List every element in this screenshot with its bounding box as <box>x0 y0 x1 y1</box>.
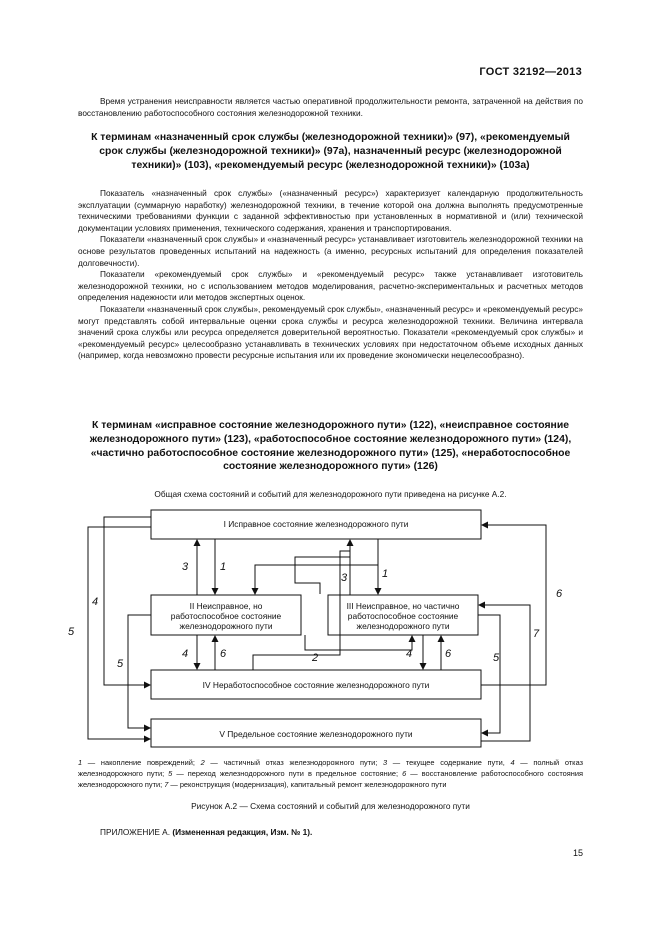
paragraph-repair-time: Время устранения неисправности является частью оперативной продолжительности ремонта, затраченной на действия по восстановлению работоспособного состояния железнодорожной техники. <box>78 96 583 118</box>
event-label: 4 <box>406 648 413 660</box>
state-label-2-line2: работоспособное состояние <box>170 611 282 621</box>
arrow-2-II-to-III <box>305 635 412 650</box>
state-label-3-line3: железнодорожного пути <box>356 621 450 631</box>
state-label-2-line3: железнодорожного пути <box>179 621 273 631</box>
event-label: 6 <box>556 588 563 600</box>
paragraph: Показатели «рекомендуемый срок службы» и «рекомендуемый ресурс» также устанавливает изготовитель железнодорожной техники, но с использованием методов моделирования, расчетно-экспериментальных и расчетных методов определения надежности или методов экспертных оценок. <box>78 269 583 303</box>
section-heading-service-life: К терминам «назначенный срок службы (железнодорожной техники)» (97), «рекомендуемый срок службы (железнодорожной техники)» (97а), назначенный ресурс (железнодорожной техники)» (103), «рекомендуемый ресурс (железнодорожной техники)» (103а) <box>91 132 570 171</box>
event-label: 6 <box>220 648 227 660</box>
event-label: 7 <box>533 628 540 640</box>
legend-number: 7 <box>164 780 169 789</box>
state-label-3-line2: работоспособное состояние <box>347 611 459 621</box>
legend-text: — реконструкция (модернизация), капитальный ремонт железнодорожного пути <box>168 780 447 789</box>
appendix-note <box>100 827 312 837</box>
arrow-5-I-to-V <box>88 527 151 739</box>
state-label-1: I Исправное состояние железнодорожного пути <box>223 519 409 529</box>
event-label: 1 <box>382 568 389 580</box>
page-number: 15 <box>572 848 583 858</box>
arrow-I-to-II-branch <box>255 565 378 594</box>
event-label: 3 <box>341 572 348 584</box>
standard-header: ГОСТ 32192—2013 <box>479 66 582 78</box>
paragraph: Показатели «назначенный срок службы», рекомендуемый срок службы», «назначенный ресурс» и «рекомендуемый ресурс» могут представлять собой интервальные оценки срока службы и ресурса железнодорожной техники. Величина интервала значений срока службы или ресурса определяется доверительной вероятностью. Показатели «рекомендуемый срок службы» и «рекомендуемый ресурс» целесообразно устанавливать в технических условиях при недостаточном объеме исходных данных (например, когда невозможно провести ресурсные испытания или их проведение экономически нецелесообразно). <box>78 303 583 361</box>
figure-intro: Общая схема состояний и событий для железнодорожного пути приведена на рисунке А.2. <box>154 489 507 499</box>
state-label-4: IV Неработоспособное состояние железнодорожного пути <box>202 680 430 690</box>
legend-text: — полный отказ железнодорожного пути; <box>78 758 583 778</box>
legend-number: 4 <box>510 758 515 767</box>
legend-number: 1 <box>78 758 83 767</box>
appendix-prefix: ПРИЛОЖЕНИЕ А. <box>100 827 173 837</box>
legend-number: 3 <box>382 758 388 767</box>
event-label: 5 <box>117 658 124 670</box>
state-diagram <box>60 505 585 755</box>
arrow-7-V-to-III <box>479 605 530 741</box>
legend-number: 6 <box>402 769 407 778</box>
paragraph: Показатели «назначенный срок службы» и «назначенный ресурс» устанавливает изготовитель железнодорожной техники на основе результатов проведенных испытаний на надежность (а именно, ресурсных испытаний для определения показателей долговечности). <box>78 234 583 268</box>
event-label: 5 <box>68 626 75 638</box>
event-label: 4 <box>182 648 189 660</box>
state-label-3-line1: III Неисправное, но частично <box>346 601 460 611</box>
event-label: 6 <box>445 648 452 660</box>
figure-legend <box>78 757 583 790</box>
state-label-5: V Предельное состояние железнодорожного пути <box>219 729 413 739</box>
legend-number: 2 <box>200 758 205 767</box>
event-label: 4 <box>92 596 99 608</box>
section-heading-track-states: К терминам «исправное состояние железнодорожного пути» (122), «неисправное состояние железнодорожного пути» (123), «работоспособное состояние железнодорожного пути» (124), «частично работоспособное состояние железнодорожного пути» (125), «неработоспособное состояние железнодорожного пути» (126) <box>89 420 572 473</box>
legend-text: — накопление повреждений; <box>82 758 201 767</box>
legend-text: — переход железнодорожного пути в предельное состояние; <box>172 769 403 778</box>
legend-text: — текущее содержание пути, <box>387 758 511 767</box>
event-label: 2 <box>312 652 319 664</box>
paragraph: Показатель «назначенный срок службы» («назначенный ресурс») характеризует календарную продолжительность эксплуатации (суммарную наработку) железнодорожной техники, в течение которой она должна выполнять предусмотренные техническими требованиями функции с заданной эффективностью при установленных в нормативной и (или) технической документации условиях применения, технического содержания, хранения и транспортирования. <box>78 188 583 233</box>
arrow-5-II-to-V <box>128 615 151 728</box>
appendix-edition: (Измененная редакция, Изм. № 1). <box>172 827 313 837</box>
figure-caption: Рисунок А.2 — Схема состояний и событий для железнодорожного пути <box>191 801 470 811</box>
state-label-2-line1: II Неисправное, но <box>189 601 263 611</box>
legend-number: 5 <box>168 769 173 778</box>
event-label: 3 <box>182 561 189 573</box>
event-label: 1 <box>220 561 227 573</box>
legend-text: — частичный отказ железнодорожного пути; <box>204 758 383 767</box>
section-body-service-life <box>78 188 583 362</box>
event-label: 5 <box>493 652 500 664</box>
legend-text: — восстановление работоспособного состояния железнодорожного пути; <box>78 769 583 789</box>
